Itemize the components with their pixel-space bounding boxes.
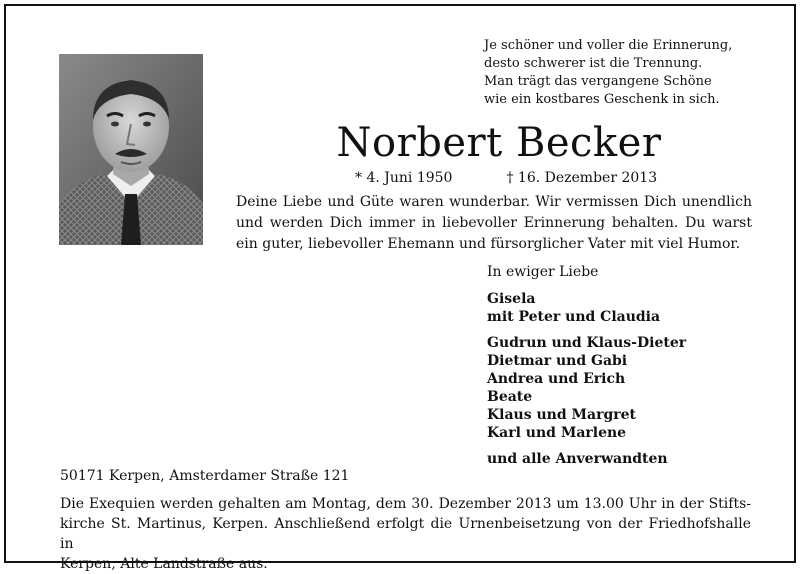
mourner-name: Klaus und Margret bbox=[487, 407, 636, 423]
mourner-name: mit Peter und Claudia bbox=[487, 309, 661, 325]
family-address: 50171 Kerpen, Amsterdamer Straße 121 bbox=[60, 468, 350, 484]
mourner-name: Andrea und Erich bbox=[487, 371, 626, 387]
birth-date: * 4. Juni 1950 bbox=[355, 170, 453, 186]
mourner-name: Dietmar und Gabi bbox=[487, 353, 628, 369]
tribute-text bbox=[236, 192, 752, 255]
mourner-name: Gudrun und Klaus-Dieter bbox=[487, 335, 687, 351]
funeral-line: kirche St. Martinus, Kerpen. Anschließend erfolgt die Urnenbeisetzung von der Friedhofshalle in bbox=[60, 516, 751, 552]
memorial-poem bbox=[484, 37, 734, 109]
mourner-name: Karl und Marlene bbox=[487, 425, 627, 441]
obituary-notice bbox=[4, 4, 796, 572]
life-dates bbox=[355, 169, 657, 187]
tribute-line: ein guter, liebevoller Ehemann und fürsorglicher Vater mit viel Humor. bbox=[236, 236, 741, 252]
mourners-intro: In ewiger Liebe bbox=[487, 264, 599, 280]
tribute-line: Deine Liebe und Güte waren wunderbar. Wir vermissen Dich unendlich bbox=[236, 194, 752, 210]
family-group bbox=[487, 334, 767, 442]
mourner-name: Gisela bbox=[487, 291, 536, 307]
funeral-details bbox=[60, 494, 751, 574]
poem-line: Man trägt das vergangene Schöne bbox=[484, 74, 712, 89]
poem-line: wie ein kostbares Geschenk in sich. bbox=[484, 92, 720, 107]
mourners-list bbox=[487, 263, 767, 468]
funeral-line: Die Exequien werden gehalten am Montag, dem 30. Dezember 2013 um 13.00 Uhr in der Stifts- bbox=[60, 496, 751, 512]
deceased-name: Norbert Becker bbox=[336, 120, 662, 166]
poem-line: Je schöner und voller die Erinnerung, bbox=[484, 38, 733, 53]
relatives-line: und alle Anverwandten bbox=[487, 451, 668, 467]
tribute-line: und werden Dich immer in liebevoller Erinnerung behalten. Du warst bbox=[236, 215, 752, 231]
mourner-name: Beate bbox=[487, 389, 533, 405]
funeral-line: Kerpen, Alte Landstraße aus. bbox=[60, 556, 268, 572]
death-date: † 16. Dezember 2013 bbox=[506, 170, 658, 186]
portrait-photo bbox=[59, 54, 203, 245]
poem-line: desto schwerer ist die Trennung. bbox=[484, 56, 703, 71]
spouse-group bbox=[487, 290, 767, 326]
